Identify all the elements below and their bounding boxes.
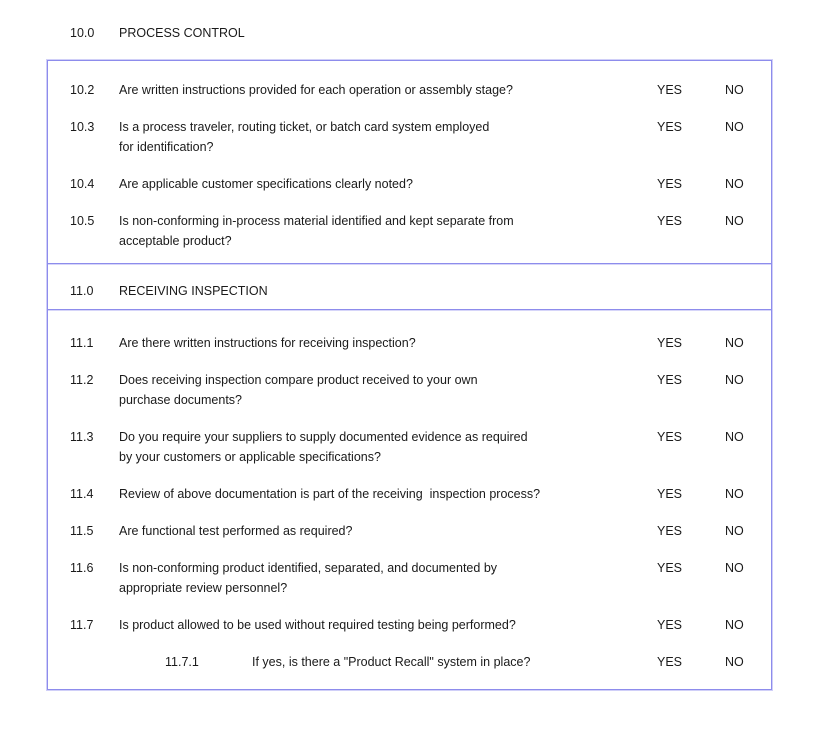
question-number: 10.4: [70, 177, 95, 191]
question-row-10-5: [48, 211, 771, 251]
no-option[interactable]: NO: [725, 177, 744, 191]
no-option[interactable]: NO: [725, 120, 744, 134]
no-option[interactable]: NO: [725, 561, 744, 575]
question-number: 10.3: [70, 120, 95, 134]
question-number: 11.3: [70, 430, 94, 444]
question-text: Are functional test performed as required?: [119, 524, 353, 538]
no-option[interactable]: NO: [725, 336, 744, 350]
question-number: 11.1: [70, 336, 94, 350]
question-number: 11.7: [70, 618, 94, 632]
no-option[interactable]: NO: [725, 655, 744, 669]
no-option[interactable]: NO: [725, 214, 744, 228]
question-row-10-3: [48, 117, 771, 157]
yes-option[interactable]: YES: [657, 373, 683, 387]
process-control-questions-section: [48, 61, 771, 263]
yes-option[interactable]: YES: [657, 524, 683, 538]
no-option[interactable]: NO: [725, 373, 744, 387]
question-row-10-4: [48, 174, 771, 194]
no-option[interactable]: NO: [725, 487, 744, 501]
question-row-11-4: [48, 484, 771, 504]
question-text: Are there written instructions for receiving inspection?: [119, 336, 416, 350]
no-option[interactable]: NO: [725, 83, 744, 97]
question-text: Does receiving inspection compare product received to your own purchase documents?: [119, 373, 478, 407]
question-row-11-7: [48, 615, 771, 635]
section-title: PROCESS CONTROL: [119, 26, 245, 40]
yes-option[interactable]: YES: [657, 83, 683, 97]
yes-option[interactable]: YES: [657, 487, 683, 501]
receiving-inspection-questions-section: [48, 310, 771, 689]
question-row-11-7-1: [48, 652, 771, 672]
question-number: 10.2: [70, 83, 95, 97]
questionnaire-table: [47, 60, 772, 690]
section-title: RECEIVING INSPECTION: [119, 284, 268, 298]
question-row-11-1: [48, 333, 771, 353]
question-text: Is product allowed to be used without required testing being performed?: [119, 618, 516, 632]
yes-option[interactable]: YES: [657, 618, 683, 632]
question-number: 11.4: [70, 487, 94, 501]
section-heading-process-control: [70, 24, 245, 43]
no-option[interactable]: NO: [725, 430, 744, 444]
yes-option[interactable]: YES: [657, 336, 683, 350]
question-text: Do you require your suppliers to supply documented evidence as required by your customers or applicable specifications?: [119, 430, 528, 464]
question-row-10-2: [48, 80, 771, 100]
no-option[interactable]: NO: [725, 618, 744, 632]
question-text: Is non-conforming product identified, separated, and documented by appropriate review personnel?: [119, 561, 498, 595]
section-number: 10.0: [70, 26, 95, 40]
question-number: 11.7.1: [165, 655, 199, 669]
question-number: 11.6: [70, 561, 94, 575]
question-row-11-6: [48, 558, 771, 598]
question-number: 10.5: [70, 214, 95, 228]
yes-option[interactable]: YES: [657, 430, 683, 444]
question-text: Is non-conforming in-process material identified and kept separate from acceptable product?: [119, 214, 514, 248]
receiving-inspection-heading-section: [48, 264, 771, 309]
question-text: Are written instructions provided for each operation or assembly stage?: [119, 83, 513, 97]
question-text: If yes, is there a "Product Recall" system in place?: [252, 655, 531, 669]
question-text: Review of above documentation is part of the receiving inspection process?: [119, 487, 541, 501]
yes-option[interactable]: YES: [657, 120, 683, 134]
question-row-11-3: [48, 427, 771, 467]
question-number: 11.2: [70, 373, 94, 387]
section-number: 11.0: [70, 284, 94, 298]
yes-option[interactable]: YES: [657, 177, 683, 191]
question-row-11-2: [48, 370, 771, 410]
question-text: Is a process traveler, routing ticket, or batch card system employed for identification?: [119, 120, 490, 154]
no-option[interactable]: NO: [725, 524, 744, 538]
yes-option[interactable]: YES: [657, 561, 683, 575]
question-text: Are applicable customer specifications clearly noted?: [119, 177, 413, 191]
yes-option[interactable]: YES: [657, 214, 683, 228]
question-row-11-5: [48, 521, 771, 541]
section-heading-receiving-inspection: [48, 282, 771, 301]
question-number: 11.5: [70, 524, 94, 538]
yes-option[interactable]: YES: [657, 655, 683, 669]
